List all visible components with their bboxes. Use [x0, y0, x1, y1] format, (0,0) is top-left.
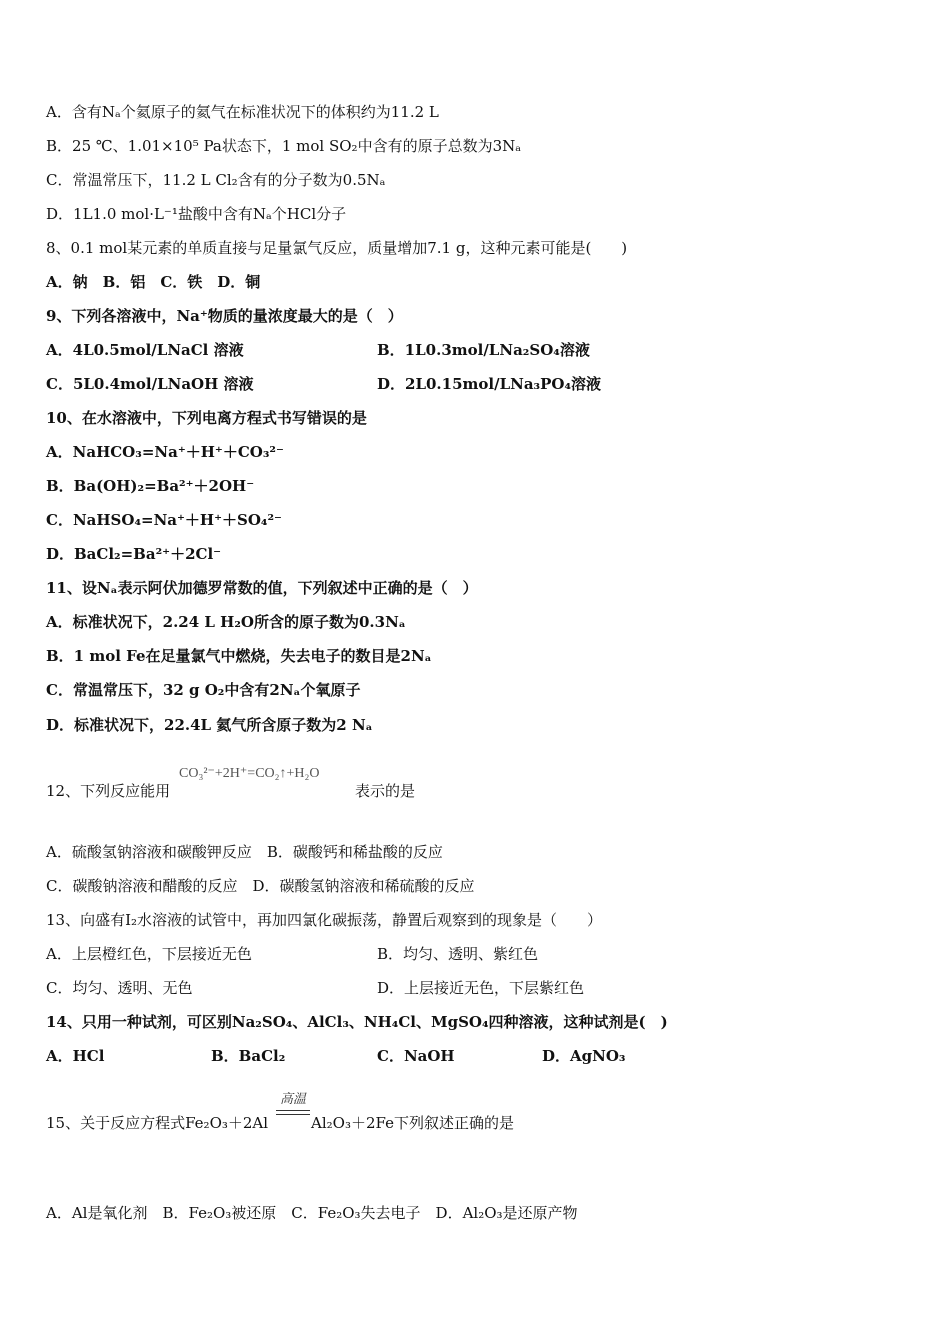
q7-option-d: D．1L1.0 mol·L⁻¹盐酸中含有Nₐ个HCl分子	[46, 205, 347, 223]
q10-option-d: D．BaCl₂=Ba²⁺＋2Cl⁻	[46, 545, 222, 563]
q11-stem: 11、设Nₐ表示阿伏加德罗常数的值，下列叙述中正确的是（ ）	[46, 579, 478, 597]
q13-stem: 13、向盛有I₂水溶液的试管中，再加四氯化碳振荡，静置后观察到的现象是（ ）	[46, 911, 603, 929]
q9-stem: 9、下列各溶液中，Na⁺物质的量浓度最大的是（ ）	[46, 307, 403, 325]
q13-option-a: A．上层橙红色，下层接近无色	[46, 945, 252, 963]
q8-options: A．钠 B．铝 C．铁 D．铜	[46, 273, 261, 291]
q15-condition-line-top	[276, 1110, 310, 1111]
q15-condition: 高温	[280, 1092, 307, 1107]
q11-option-d: D．标准状况下，22.4L 氦气所含原子数为2 Nₐ	[46, 716, 373, 734]
q13-option-b: B．均匀、透明、紫红色	[377, 945, 539, 963]
q9-option-d: D．2L0.15mol/LNa₃PO₄溶液	[377, 375, 602, 393]
q11-option-c: C．常温常压下，32 g O₂中含有2Nₐ个氧原子	[46, 681, 361, 699]
q14-option-d: D．AgNO₃	[542, 1047, 626, 1065]
q12-equation: CO₃²⁻+2H⁺=CO₂↑+H₂O	[179, 766, 320, 781]
q9-option-b: B．1L0.3mol/LNa₂SO₄溶液	[377, 341, 590, 359]
q12-stem-suffix: 表示的是	[355, 782, 416, 800]
q10-option-a: A．NaHCO₃=Na⁺＋H⁺＋CO₃²⁻	[46, 443, 284, 461]
q11-option-b: B．1 mol Fe在足量氯气中燃烧，失去电子的数目是2Nₐ	[46, 647, 432, 665]
q15-stem-suffix: Al₂O₃＋2Fe下列叙述正确的是	[311, 1114, 514, 1132]
q13-option-c: C．均匀、透明、无色	[46, 979, 193, 997]
q12-options-ab: A．硫酸氢钠溶液和碳酸钾反应 B．碳酸钙和稀盐酸的反应	[46, 843, 443, 861]
q7-option-b: B．25 ℃、1.01×10⁵ Pa状态下，1 mol SO₂中含有的原子总数为3Nₐ	[46, 137, 522, 155]
q14-stem: 14、只用一种试剂，可区别Na₂SO₄、AlCl₃、NH₄Cl、MgSO₄四种溶液，这种试剂是( )	[46, 1013, 668, 1031]
q9-option-a: A．4L0.5mol/LNaCl 溶液	[46, 341, 244, 359]
q15-condition-line-bottom	[276, 1114, 310, 1115]
q12-options-cd: C．碳酸钠溶液和醋酸的反应 D．碳酸氢钠溶液和稀硫酸的反应	[46, 877, 475, 895]
q14-option-c: C．NaOH	[377, 1047, 455, 1065]
q14-option-a: A．HCl	[46, 1047, 105, 1065]
q15-options: A．Al是氧化剂 B．Fe₂O₃被还原 C．Fe₂O₃失去电子 D．Al₂O₃是还原产物	[46, 1204, 578, 1222]
q7-option-a: A．含有Nₐ个氦原子的氦气在标准状况下的体积约为11.2 L	[46, 103, 439, 121]
q13-option-d: D．上层接近无色，下层紫红色	[377, 979, 585, 997]
q12-stem-prefix: 12、下列反应能用	[46, 782, 171, 800]
q10-stem: 10、在水溶液中，下列电离方程式书写错误的是	[46, 409, 367, 427]
q8-stem: 8、0.1 mol某元素的单质直接与足量氯气反应，质量增加7.1 g，这种元素可能是( )	[46, 239, 628, 257]
q9-option-c: C．5L0.4mol/LNaOH 溶液	[46, 375, 254, 393]
q11-option-a: A．标准状况下，2.24 L H₂O所含的原子数为0.3Nₐ	[46, 613, 406, 631]
q10-option-c: C．NaHSO₄=Na⁺＋H⁺＋SO₄²⁻	[46, 511, 282, 529]
q7-option-c: C．常温常压下，11.2 L Cl₂含有的分子数为0.5Nₐ	[46, 171, 386, 189]
q14-option-b: B．BaCl₂	[211, 1047, 286, 1065]
q15-stem-prefix: 15、关于反应方程式Fe₂O₃＋2Al	[46, 1114, 269, 1132]
q10-option-b: B．Ba(OH)₂=Ba²⁺＋2OH⁻	[46, 477, 255, 495]
